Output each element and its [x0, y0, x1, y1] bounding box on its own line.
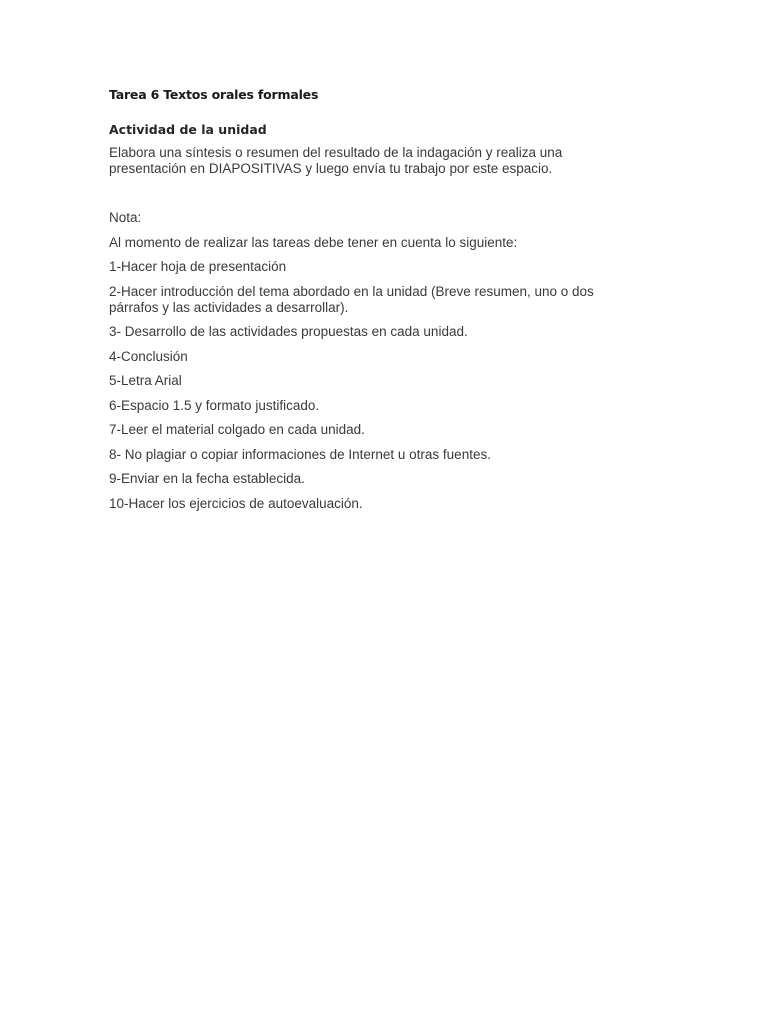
document-title: Tarea 6 Textos orales formales — [109, 87, 319, 102]
note-section — [109, 210, 649, 520]
list-item: 5-Letra Arial — [109, 373, 182, 388]
intro-line: presentación en DIAPOSITIVAS y luego envía tu trabajo por este espacio. — [109, 161, 553, 176]
list-item: 4-Conclusión — [109, 348, 188, 364]
list-item-line: párrafos y las actividades a desarrollar). — [109, 299, 349, 315]
intro-paragraph — [109, 145, 629, 177]
list-item: 10-Hacer los ejercicios de autoevaluación. — [109, 495, 363, 511]
list-item — [109, 284, 649, 316]
list-item: 6-Espacio 1.5 y formato justificado. — [109, 397, 320, 413]
list-item: 7-Leer el material colgado en cada unidad. — [109, 422, 365, 437]
list-item: 8- No plagiar o copiar informaciones de Internet u otras fuentes. — [109, 446, 491, 462]
list-item: 9-Enviar en la fecha establecida. — [109, 471, 305, 486]
list-item: 1-Hacer hoja de presentación — [109, 259, 287, 274]
note-intro: Al momento de realizar las tareas debe tener en cuenta lo siguiente: — [109, 234, 518, 250]
intro-line: Elabora una síntesis o resumen del resultado de la indagación y realiza una — [109, 145, 563, 160]
section-heading: Actividad de la unidad — [109, 122, 267, 137]
list-item-line: 2-Hacer introducción del tema abordado en la unidad (Breve resumen, uno o dos — [109, 283, 594, 299]
list-item: 3- Desarrollo de las actividades propuestas en cada unidad. — [109, 324, 468, 339]
note-label: Nota: — [109, 210, 142, 225]
